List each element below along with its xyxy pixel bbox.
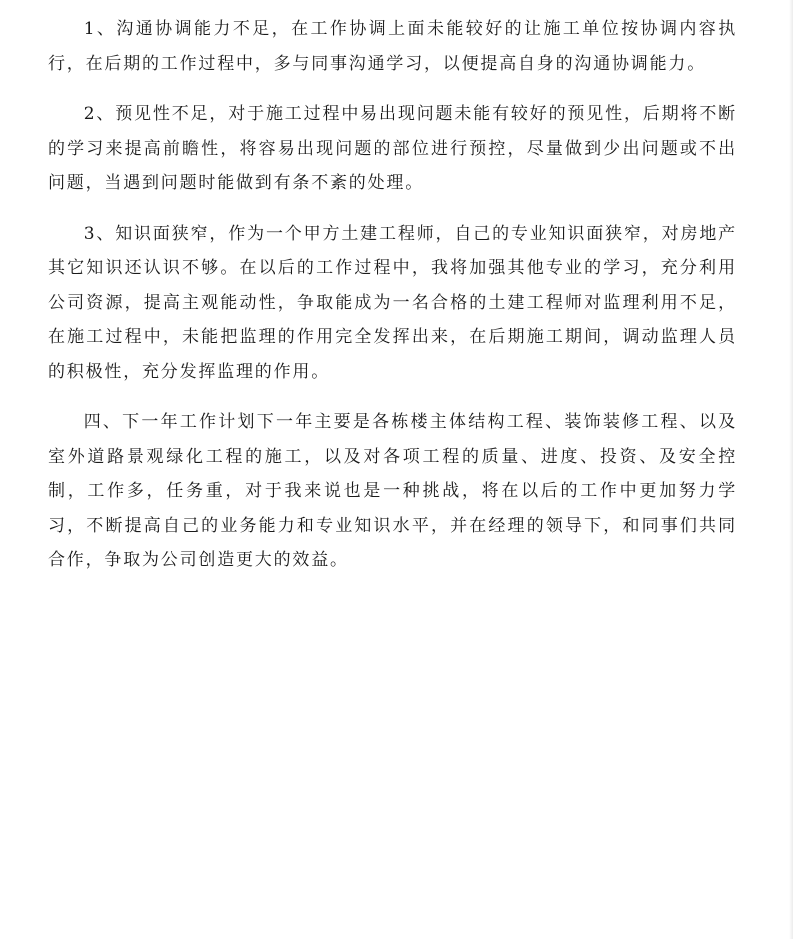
paragraph-work-plan: 四、下一年工作计划下一年主要是各栋楼主体结构工程、装饰装修工程、以及室外道路景观绿化工程的施工，以及对各项工程的质量、进度、投资、及安全控制，工作多，任务重，对于我来说也是一种挑战，将在以后的工作中更加努力学习，不断提高自己的业务能力和专业知识水平，并在经理的领导下，和同事们共同合作，争取为公司创造更大的效益。: [48, 412, 737, 570]
paragraph-knowledge: 3、知识面狭窄，作为一个甲方土建工程师，自己的专业知识面狭窄，对房地产其它知识还认识不够。在以后的工作过程中，我将加强其他专业的学习，充分利用公司资源，提高主观能动性，争取能成为一名合格的土建工程师对监理利用不足，在施工过程中，未能把监理的作用完全发挥出来，在后期施工期间，调动监理人员的积极性，充分发挥监理的作用。: [48, 223, 737, 382]
paragraph-foresight: 2、预见性不足，对于施工过程中易出现问题未能有较好的预见性，后期将不断的学习来提高前瞻性，将容易出现问题的部位进行预控，尽量做到少出问题或不出问题，当遇到问题时能做到有条不紊的处理。: [48, 104, 737, 193]
page-edge-shadow: [789, 0, 793, 939]
paragraph-communication: 1、沟通协调能力不足，在工作协调上面未能较好的让施工单位按协调内容执行，在后期的工作过程中，多与同事沟通学习，以便提高自身的沟通协调能力。: [48, 19, 737, 74]
